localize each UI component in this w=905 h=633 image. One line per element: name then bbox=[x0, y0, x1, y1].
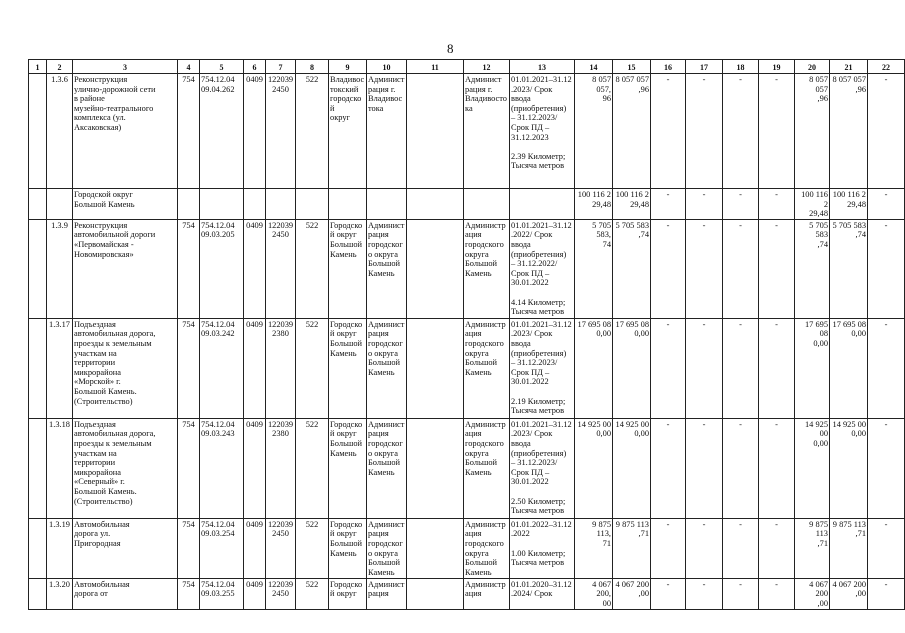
table-cell: 100 116 2 29,48 bbox=[830, 189, 868, 220]
column-number-10: 10 bbox=[367, 60, 407, 74]
table-cell: 14 925 00 0,00 bbox=[613, 418, 651, 518]
table-cell bbox=[407, 189, 464, 220]
table-cell: 9 875 113, 71 bbox=[575, 518, 613, 578]
table-cell: 522 bbox=[296, 518, 329, 578]
table-row bbox=[29, 518, 905, 578]
table-cell: Реконструкция автомобильной дороги «Первомайская - Новомировская» bbox=[73, 219, 178, 318]
table-cell: 122039 2450 bbox=[266, 219, 296, 318]
column-number-5: 5 bbox=[200, 60, 244, 74]
table-cell: 01.01.2021–31.12 .2022/ Срок ввода (приобретения) – 31.12.2022/ Срок ПД – 30.01.2022 4.14 Километр; Тысяча метров bbox=[510, 219, 575, 318]
column-number-21: 21 bbox=[830, 60, 868, 74]
column-number-20: 20 bbox=[795, 60, 830, 74]
table-cell: - bbox=[759, 189, 795, 220]
table-cell bbox=[407, 418, 464, 518]
table-cell bbox=[407, 318, 464, 418]
table-cell: 1.3.18 bbox=[47, 418, 73, 518]
table-row bbox=[29, 318, 905, 418]
table-cell: Админист рация городског о округа Большой Камень bbox=[367, 318, 407, 418]
table-cell: - bbox=[868, 219, 905, 318]
table-cell: Администр ация bbox=[464, 578, 510, 609]
table-cell: Подъездная автомобильная дорога, проезды к земельным участкам на территории микрорайона «Северный» г. Большой Камень. (Строительство) bbox=[73, 418, 178, 518]
table-cell: - bbox=[723, 318, 759, 418]
table-cell: 01.01.2022–31.12 .2022 1.00 Километр; Тысяча метров bbox=[510, 518, 575, 578]
column-number-22: 22 bbox=[868, 60, 905, 74]
table-cell: 9 875 113 ,71 bbox=[795, 518, 830, 578]
table-cell: - bbox=[686, 418, 723, 518]
table-cell: 5 705 583, 74 bbox=[575, 219, 613, 318]
table-cell: 01.01.2020–31.12 .2024/ Срок bbox=[510, 578, 575, 609]
table-cell: 1.3.20 bbox=[47, 578, 73, 609]
table-cell: 4 067 200 ,00 bbox=[830, 578, 868, 609]
table-cell bbox=[329, 189, 367, 220]
table-cell bbox=[296, 189, 329, 220]
table-cell: 122039 2380 bbox=[266, 418, 296, 518]
table-row bbox=[29, 74, 905, 189]
table-cell: 754.12.04 09.03.205 bbox=[200, 219, 244, 318]
table-cell: 01.01.2021–31.12 .2023/ Срок ввода (приобретения) – 31.12.2023/ Срок ПД – 30.01.2022 2.50 Километр; Тысяча метров bbox=[510, 418, 575, 518]
table-cell: Городско й округ Большой Камень bbox=[329, 219, 367, 318]
table-cell: Админист рация городског о округа Большой Камень bbox=[367, 518, 407, 578]
table-cell bbox=[407, 74, 464, 189]
table-cell: 122039 2380 bbox=[266, 318, 296, 418]
table-cell bbox=[29, 74, 47, 189]
table-cell: Администр ация городского округа Большой Камень bbox=[464, 219, 510, 318]
table-cell: 754 bbox=[178, 578, 200, 609]
table-cell: - bbox=[759, 318, 795, 418]
table-cell: 0409 bbox=[244, 418, 266, 518]
table-cell: 17 695 08 0,00 bbox=[830, 318, 868, 418]
column-number-18: 18 bbox=[723, 60, 759, 74]
table-cell bbox=[29, 518, 47, 578]
table-cell: - bbox=[651, 318, 686, 418]
table-cell: Админист рация городског о округа Большой Камень bbox=[367, 418, 407, 518]
table-cell: 522 bbox=[296, 418, 329, 518]
column-number-7: 7 bbox=[266, 60, 296, 74]
table-cell: 754.12.04 09.03.254 bbox=[200, 518, 244, 578]
table-cell: - bbox=[868, 189, 905, 220]
table-cell: 8 057 057 ,96 bbox=[795, 74, 830, 189]
column-number-19: 19 bbox=[759, 60, 795, 74]
table-cell: 8 057 057, 96 bbox=[575, 74, 613, 189]
table-cell: 122039 2450 bbox=[266, 518, 296, 578]
table-cell bbox=[29, 318, 47, 418]
table-cell: 8 057 057 ,96 bbox=[613, 74, 651, 189]
table-cell bbox=[47, 189, 73, 220]
column-number-16: 16 bbox=[651, 60, 686, 74]
table-cell: 754.12.04 09.03.255 bbox=[200, 578, 244, 609]
table-cell: 0409 bbox=[244, 318, 266, 418]
table-cell: 4 067 200 ,00 bbox=[795, 578, 830, 609]
table-cell: 17 695 08 0,00 bbox=[795, 318, 830, 418]
table-cell bbox=[29, 418, 47, 518]
table-cell: 5 705 583 ,74 bbox=[795, 219, 830, 318]
table-cell: 01.01.2021–31.12 .2023/ Срок ввода (приобретения) – 31.12.2023/ Срок ПД – 30.01.2022 2.19 Километр; Тысяча метров bbox=[510, 318, 575, 418]
table-cell: - bbox=[868, 578, 905, 609]
column-number-9: 9 bbox=[329, 60, 367, 74]
table-cell: - bbox=[686, 189, 723, 220]
table-cell: 1.3.6 bbox=[47, 74, 73, 189]
table-cell: - bbox=[686, 318, 723, 418]
table-cell: 1.3.17 bbox=[47, 318, 73, 418]
table-cell: 754 bbox=[178, 318, 200, 418]
table-cell bbox=[200, 189, 244, 220]
table-cell: 4 067 200, 00 bbox=[575, 578, 613, 609]
table-cell: Админист рация г. Владивосто ка bbox=[464, 74, 510, 189]
table-cell: - bbox=[868, 74, 905, 189]
table-cell: - bbox=[759, 418, 795, 518]
table-cell bbox=[407, 518, 464, 578]
table-cell: Реконструкция улично-дорожной сети в районе музейно-театрального комплекса (ул. Аксаковская) bbox=[73, 74, 178, 189]
table-cell: 754.12.04 09.04.262 bbox=[200, 74, 244, 189]
column-number-13: 13 bbox=[510, 60, 575, 74]
table-cell: - bbox=[651, 189, 686, 220]
table-cell: 5 705 583 ,74 bbox=[613, 219, 651, 318]
table-cell: - bbox=[686, 578, 723, 609]
table-cell: Городско й округ Большой Камень bbox=[329, 418, 367, 518]
table-cell: - bbox=[868, 418, 905, 518]
table-cell: - bbox=[651, 578, 686, 609]
column-number-1: 1 bbox=[29, 60, 47, 74]
table-cell: 14 925 00 0,00 bbox=[830, 418, 868, 518]
table-cell bbox=[407, 578, 464, 609]
table-cell: - bbox=[868, 318, 905, 418]
table-cell: 01.01.2021–31.12 .2023/ Срок ввода (приобретения) – 31.12.2023/ Срок ПД – 31.12.2023 2.39 Километр; Тысяча метров bbox=[510, 74, 575, 189]
column-number-3: 3 bbox=[73, 60, 178, 74]
table-cell bbox=[178, 189, 200, 220]
table-cell: - bbox=[651, 219, 686, 318]
column-number-17: 17 bbox=[686, 60, 723, 74]
table-row bbox=[29, 578, 905, 609]
table-cell: 100 116 2 29,48 bbox=[795, 189, 830, 220]
table-cell: - bbox=[651, 518, 686, 578]
table-cell: - bbox=[868, 518, 905, 578]
table-cell: 4 067 200 ,00 bbox=[613, 578, 651, 609]
budget-table bbox=[28, 59, 905, 610]
table-cell bbox=[464, 189, 510, 220]
table-cell bbox=[367, 189, 407, 220]
table-cell: Администр ация городского округа Большой Камень bbox=[464, 518, 510, 578]
table-cell: 8 057 057 ,96 bbox=[830, 74, 868, 189]
table-cell: 122039 2450 bbox=[266, 578, 296, 609]
table-cell: 14 925 00 0,00 bbox=[575, 418, 613, 518]
table-cell: 100 116 2 29,48 bbox=[613, 189, 651, 220]
table-cell: Городско й округ bbox=[329, 578, 367, 609]
table-cell: - bbox=[759, 219, 795, 318]
table-cell bbox=[29, 189, 47, 220]
table-cell: - bbox=[759, 74, 795, 189]
table-row bbox=[29, 189, 905, 220]
table-cell: 522 bbox=[296, 578, 329, 609]
table-cell: 17 695 08 0,00 bbox=[575, 318, 613, 418]
column-number-15: 15 bbox=[613, 60, 651, 74]
table-cell: 0409 bbox=[244, 518, 266, 578]
table-cell: 754 bbox=[178, 418, 200, 518]
table-cell: Автомобильная дорога от bbox=[73, 578, 178, 609]
table-cell bbox=[407, 219, 464, 318]
table-cell: 522 bbox=[296, 219, 329, 318]
table-cell bbox=[29, 578, 47, 609]
table-cell: 0409 bbox=[244, 578, 266, 609]
table-cell: 754 bbox=[178, 219, 200, 318]
table-cell: Городско й округ Большой Камень bbox=[329, 518, 367, 578]
table-cell: - bbox=[651, 418, 686, 518]
page-number: 8 bbox=[447, 41, 454, 56]
table-cell: Городской округ Большой Камень bbox=[73, 189, 178, 220]
table-cell: 17 695 08 0,00 bbox=[613, 318, 651, 418]
table-cell: - bbox=[686, 74, 723, 189]
table-cell: - bbox=[723, 418, 759, 518]
table-cell: 0409 bbox=[244, 219, 266, 318]
table-cell: Админист рация г. Владивос тока bbox=[367, 74, 407, 189]
column-number-12: 12 bbox=[464, 60, 510, 74]
table-cell: 522 bbox=[296, 74, 329, 189]
table-cell: Автомобильная дорога ул. Пригородная bbox=[73, 518, 178, 578]
table-cell: 5 705 583 ,74 bbox=[830, 219, 868, 318]
table-cell: Городско й округ Большой Камень bbox=[329, 318, 367, 418]
table-cell bbox=[266, 189, 296, 220]
table-cell: - bbox=[723, 74, 759, 189]
column-number-14: 14 bbox=[575, 60, 613, 74]
table-cell: 122039 2450 bbox=[266, 74, 296, 189]
column-number-2: 2 bbox=[47, 60, 73, 74]
table-cell: Админист рация bbox=[367, 578, 407, 609]
table-cell: - bbox=[723, 578, 759, 609]
table-cell: 754 bbox=[178, 74, 200, 189]
column-number-4: 4 bbox=[178, 60, 200, 74]
table-cell: 1.3.9 bbox=[47, 219, 73, 318]
table-cell: 754.12.04 09.03.243 bbox=[200, 418, 244, 518]
column-number-6: 6 bbox=[244, 60, 266, 74]
table-cell: 0409 bbox=[244, 74, 266, 189]
table-cell: 1.3.19 bbox=[47, 518, 73, 578]
table-cell: 754.12.04 09.03.242 bbox=[200, 318, 244, 418]
table-row bbox=[29, 418, 905, 518]
table-cell: - bbox=[723, 189, 759, 220]
header-row bbox=[29, 60, 905, 74]
table-cell: Администр ация городского округа Большой Камень bbox=[464, 318, 510, 418]
table-cell: Владивос токский городской округ bbox=[329, 74, 367, 189]
table-cell: - bbox=[686, 219, 723, 318]
table-cell: 9 875 113 ,71 bbox=[830, 518, 868, 578]
table-cell: - bbox=[723, 518, 759, 578]
table-cell: 522 bbox=[296, 318, 329, 418]
table-cell bbox=[29, 219, 47, 318]
column-number-11: 11 bbox=[407, 60, 464, 74]
table-cell: 754 bbox=[178, 518, 200, 578]
table-cell: - bbox=[723, 219, 759, 318]
table-cell: Администр ация городского округа Большой Камень bbox=[464, 418, 510, 518]
table-cell: - bbox=[651, 74, 686, 189]
table-cell: Подъездная автомобильная дорога, проезды к земельным участкам на территории микрорайона «Морской» г. Большой Камень. (Строительство) bbox=[73, 318, 178, 418]
table-cell: 100 116 2 29,48 bbox=[575, 189, 613, 220]
table-cell: - bbox=[686, 518, 723, 578]
table-cell bbox=[510, 189, 575, 220]
table-cell: Админист рация городског о округа Большой Камень bbox=[367, 219, 407, 318]
table-cell: - bbox=[759, 518, 795, 578]
table-cell: 9 875 113 ,71 bbox=[613, 518, 651, 578]
table-cell: 14 925 00 0,00 bbox=[795, 418, 830, 518]
table-cell: - bbox=[759, 578, 795, 609]
table-cell bbox=[244, 189, 266, 220]
column-number-8: 8 bbox=[296, 60, 329, 74]
table-row bbox=[29, 219, 905, 318]
